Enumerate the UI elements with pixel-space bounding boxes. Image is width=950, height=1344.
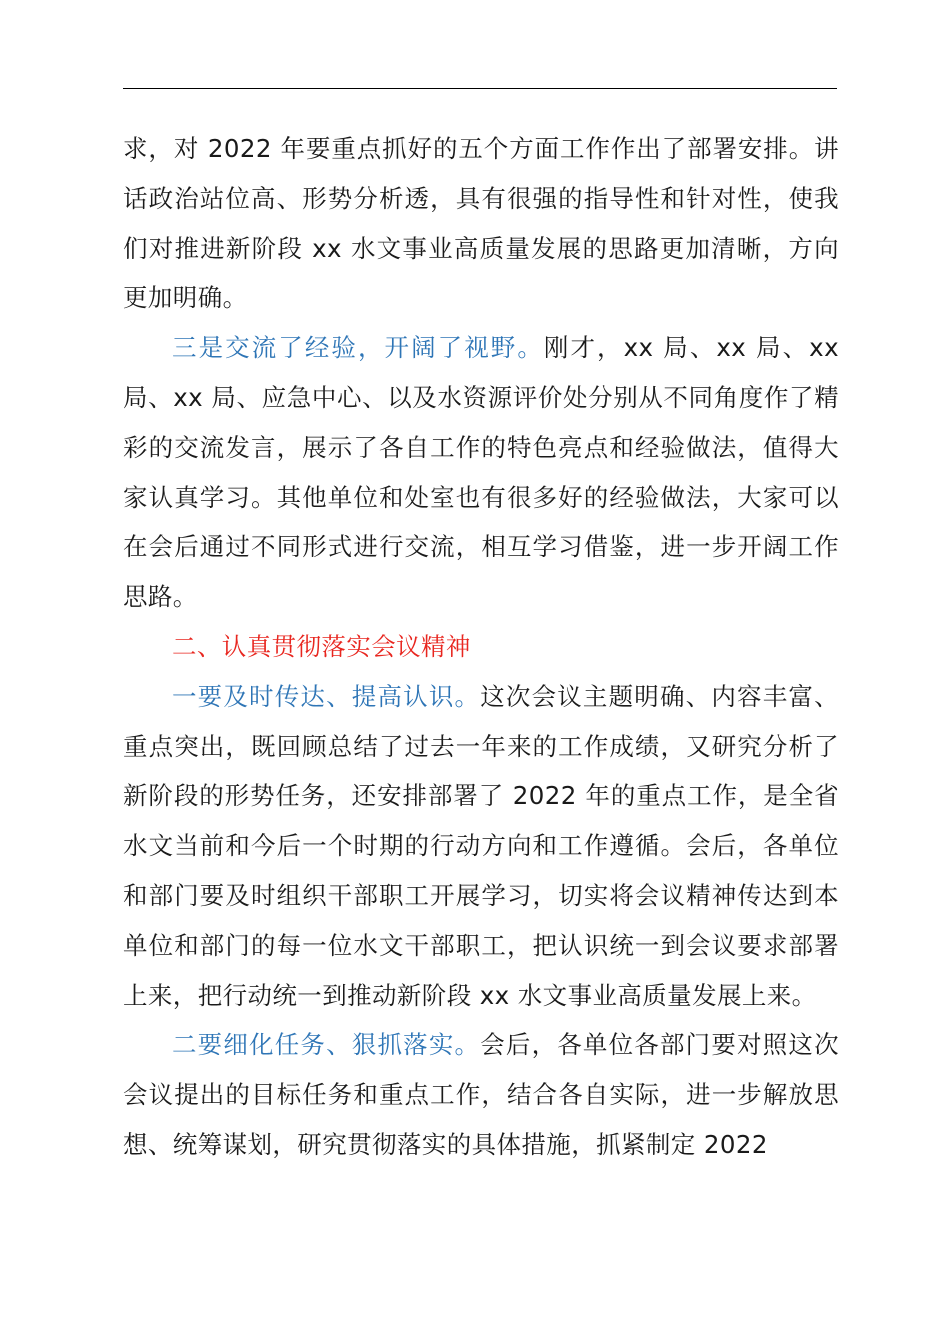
paragraph-text: 这次会议主题明确、内容丰富、重点突出，既回顾总结了过去一年来的工作成绩，又研究分析了新阶段的形势任务，还安排部署了 2022 年的重点工作，是全省水文当前和今后一个时期的行动方向和工作遵循。会后，各单位和部门要及时组织干部职工开展学习，切实将会议精神传达到本单位和部门的每一位水文干部职工，把认识统一到会议要求部署上来，把行动统一到推动新阶段 xx 水文事业高质量发展上来。 — [123, 681, 839, 1010]
paragraph-text: 求，对 2022 年要重点抓好的五个方面工作作出了部署安排。讲话政治站位高、形势分析透，具有很强的指导性和针对性，使我们对推进新阶段 xx 水文事业高质量发展的思路更加清晰，方向更加明确。 — [123, 134, 839, 313]
paragraph-refine-tasks — [123, 1020, 839, 1169]
paragraph-text: 刚才，xx 局、xx 局、xx 局、xx 局、应急中心、以及水资源评价处分别从不同角度作了精彩的交流发言，展示了各自工作的特色亮点和经验做法，值得大家认真学习。其他单位和处室也有很多好的经验做法，大家可以在会后通过不同形式进行交流，相互学习借鉴，进一步开阔工作思路。 — [123, 333, 839, 612]
subhead-exchange-experience: 三是交流了经验，开阔了视野。 — [172, 333, 544, 363]
section-heading-text: 二、认真贯彻落实会议精神 — [172, 631, 471, 661]
subhead-refine-tasks: 二要细化任务、狠抓落实。 — [172, 1030, 481, 1060]
paragraph-text: 会后，各单位各部门要对照这次会议提出的目标任务和重点工作，结合各自实际，进一步解放思想、统筹谋划，研究贯彻落实的具体措施，抓紧制定 2022 — [123, 1030, 839, 1159]
section-heading-implement — [123, 622, 839, 672]
paragraph-timely-convey — [123, 672, 839, 1021]
subhead-timely-convey: 一要及时传达、提高认识。 — [172, 681, 481, 711]
header-rule — [123, 88, 837, 89]
paragraph-continuation — [123, 124, 839, 323]
body-text — [123, 124, 839, 1170]
paragraph-exchange-experience — [123, 323, 839, 622]
